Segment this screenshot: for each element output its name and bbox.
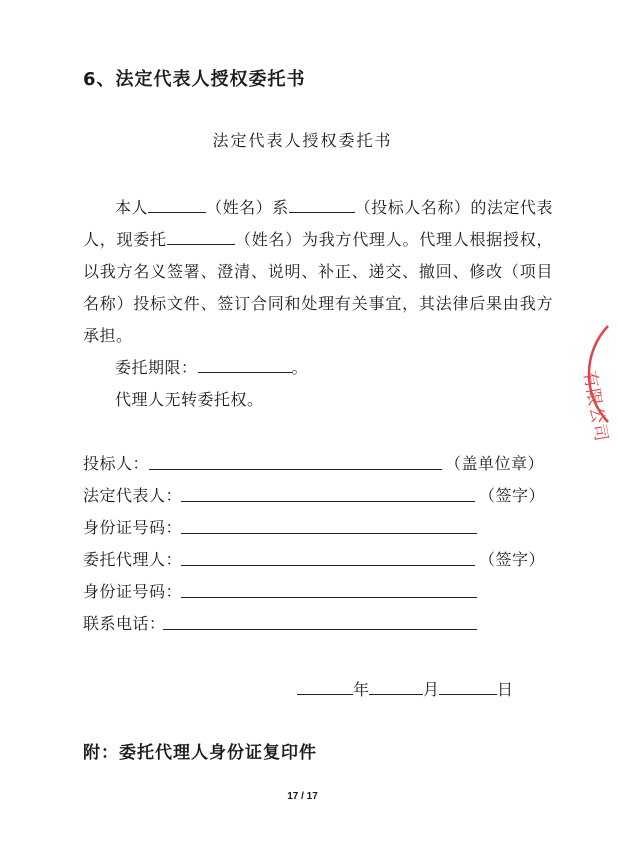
phone-blank xyxy=(163,629,477,630)
legal-rep-label: 法定代表人： xyxy=(83,486,183,505)
term-label: 委托期限： xyxy=(115,358,198,377)
bidder-blank xyxy=(149,469,442,470)
id-number-label-2: 身份证号码： xyxy=(83,582,183,601)
phone-row xyxy=(83,611,553,635)
term-blank xyxy=(198,356,292,373)
agent-blank xyxy=(181,565,475,566)
month-label: 月 xyxy=(423,680,440,699)
annex-title: 附：委托代理人身份证复印件 xyxy=(83,743,317,763)
name-blank xyxy=(148,196,206,213)
page-number: 17 / 17 xyxy=(287,791,318,802)
legal-rep-row xyxy=(83,483,553,507)
date-row xyxy=(297,677,513,700)
bidder-label: 投标人： xyxy=(83,454,150,473)
month-blank xyxy=(369,678,423,695)
agent-row xyxy=(83,547,553,571)
seal-text: 有限公司 xyxy=(578,369,612,444)
id-number-blank-1 xyxy=(181,533,477,534)
agent-name-blank xyxy=(167,228,235,245)
agent-suffix: （签字） xyxy=(479,550,546,569)
document-title: 法定代表人授权委托书 xyxy=(212,131,393,150)
phone-label: 联系电话： xyxy=(83,614,166,633)
section-title: 6、法定代表人授权委托书 xyxy=(83,69,306,90)
agent-label: 委托代理人： xyxy=(83,550,183,569)
no-sub-delegation: 代理人无转委托权。 xyxy=(115,390,264,409)
paragraph-text-4: （姓名）为我方代理人。代理人根据授权，以我方名义签署、澄清、说明、补正、递交、撤回、修改（项目名称）投标文件、签订合同和处理有关事宜，其法律后果由我方承担。 xyxy=(83,230,553,345)
id-number-blank-2 xyxy=(181,597,477,598)
legal-rep-blank xyxy=(181,501,475,502)
paragraph-text-2: （姓名）系 xyxy=(206,198,289,217)
company-seal-stamp xyxy=(528,318,618,444)
id-number-row-1 xyxy=(83,515,553,539)
legal-rep-suffix: （签字） xyxy=(479,486,546,505)
id-number-row-2 xyxy=(83,579,553,603)
term-end: 。 xyxy=(291,358,309,377)
paragraph-text-3: （投标人名称）的法定代表人，现委托 xyxy=(83,198,553,249)
year-blank xyxy=(297,678,353,695)
bidder-row xyxy=(83,451,553,475)
id-number-label-1: 身份证号码： xyxy=(83,518,183,537)
bidder-suffix: （盖单位章） xyxy=(445,454,545,473)
authorization-paragraph xyxy=(83,192,553,352)
term-line xyxy=(115,355,308,378)
bidder-name-blank xyxy=(289,196,355,213)
day-label: 日 xyxy=(497,680,514,699)
day-blank xyxy=(439,678,497,695)
paragraph-text-1: 本人 xyxy=(115,198,149,217)
year-label: 年 xyxy=(353,680,370,699)
